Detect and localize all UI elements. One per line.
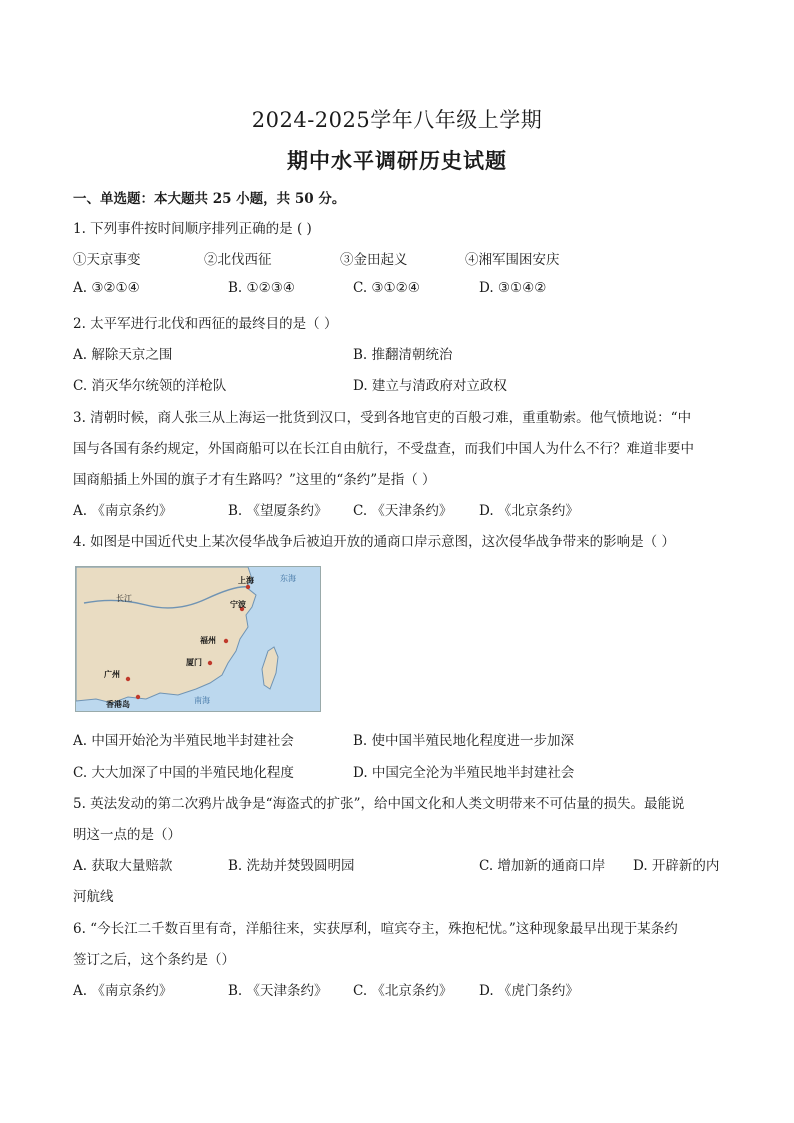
map-label: 福州 [200,636,216,645]
q1-item-3: ③金田起义 [340,252,408,268]
q3-stem-line3: 国商船插上外国的旗子才有生路吗？”这里的“条约”是指（ ） [73,472,436,488]
map-port-dot [136,695,140,699]
q3-stem-line2: 国与各国有条约规定，外国商船可以在长江自由航行，不受盘查，而我们中国人为什么不行？难道非要中 [73,441,694,457]
map-label: 厦门 [186,658,202,667]
q6-option-b[interactable]: B. 《天津条约》 [228,983,328,999]
map-port-dot [246,585,250,589]
q4-option-d[interactable]: D. 中国完全沦为半殖民地半封建社会 [353,765,575,781]
q2-stem: 2. 太平军进行北伐和西征的最终目的是（ ） [73,316,338,332]
exam-title-year: 2024-2025学年八年级上学期 [251,108,543,132]
map-label: 宁波 [230,600,246,609]
q3-option-c[interactable]: C. 《天津条约》 [353,503,453,519]
q6-option-d[interactable]: D. 《虎门条约》 [479,983,579,999]
q1-option-a[interactable]: A. ③②①④ [73,280,140,296]
map-label: 广州 [104,670,120,679]
map-port-dot [224,639,228,643]
map-label: 香港岛 [106,700,130,709]
q2-option-c[interactable]: C. 消灭华尔统领的洋枪队 [73,378,227,394]
q5-stem-line1: 5. 英法发动的第二次鸦片战争是“海盗式的扩张”，给中国文化和人类文明带来不可估量的损失。最能说 [73,796,685,812]
q5-option-a[interactable]: A. 获取大量赔款 [73,858,173,874]
q6-stem-line1: 6. “今长江二千数百里有奇，洋船往来，实获厚利，喧宾夺主，殊抱杞忧。”这种现象最早出现于某条约 [73,921,678,937]
q6-option-c[interactable]: C. 《北京条约》 [353,983,453,999]
q1-option-d[interactable]: D. ③①④② [479,280,547,296]
q1-item-4: ④湘军围困安庆 [465,252,560,268]
map-svg [76,567,320,711]
section-heading: 一、单选题：本大题共 25 小题，共 50 分。 [73,191,346,207]
q1-item-1: ①天京事变 [73,252,141,268]
q5-option-c[interactable]: C. 增加新的通商口岸 [479,858,606,874]
map-port-dot [208,661,212,665]
q1-option-c[interactable]: C. ③①②④ [353,280,420,296]
map-label: 上海 [238,576,254,585]
map-port-dot [126,677,130,681]
map-label: 南海 [194,696,210,705]
q3-stem-line1: 3. 清朝时候，商人张三从上海运一批货到汉口，受到各地官吏的百般刁难，重重勒索。他气愤地说：“中 [73,410,692,426]
q4-option-a[interactable]: A. 中国开始沦为半殖民地半封建社会 [73,733,294,749]
q1-stem: 1. 下列事件按时间顺序排列正确的是 ( ) [73,221,312,237]
q1-option-b[interactable]: B. ①②③④ [228,280,295,296]
q3-option-b[interactable]: B. 《望厦条约》 [228,503,328,519]
q4-option-c[interactable]: C. 大大加深了中国的半殖民地化程度 [73,765,294,781]
treaty-ports-map [75,566,321,712]
q6-stem-line2: 签订之后，这个条约是（） [73,952,235,968]
q2-option-d[interactable]: D. 建立与清政府对立政权 [353,378,507,394]
q4-option-b[interactable]: B. 使中国半殖民地化程度进一步加深 [353,733,575,749]
q3-option-d[interactable]: D. 《北京条约》 [479,503,579,519]
q5-option-d-continued: 河航线 [73,889,114,905]
q2-option-b[interactable]: B. 推翻清朝统治 [353,347,453,363]
q5-stem-line2: 明这一点的是（） [73,827,181,843]
exam-title-subject: 期中水平调研历史试题 [287,148,507,173]
q1-item-2: ②北伐西征 [204,252,272,268]
q2-option-a[interactable]: A. 解除天京之围 [73,347,173,363]
map-label: 长江 [116,594,132,603]
q5-option-b[interactable]: B. 洗劫并焚毁圆明园 [228,858,355,874]
q3-option-a[interactable]: A. 《南京条约》 [73,503,173,519]
map-label: 东海 [280,574,296,583]
q4-stem: 4. 如图是中国近代史上某次侵华战争后被迫开放的通商口岸示意图，这次侵华战争带来的影响是（ ） [73,534,675,550]
q6-option-a[interactable]: A. 《南京条约》 [73,983,173,999]
q5-option-d[interactable]: D. 开辟新的内 [633,858,720,874]
